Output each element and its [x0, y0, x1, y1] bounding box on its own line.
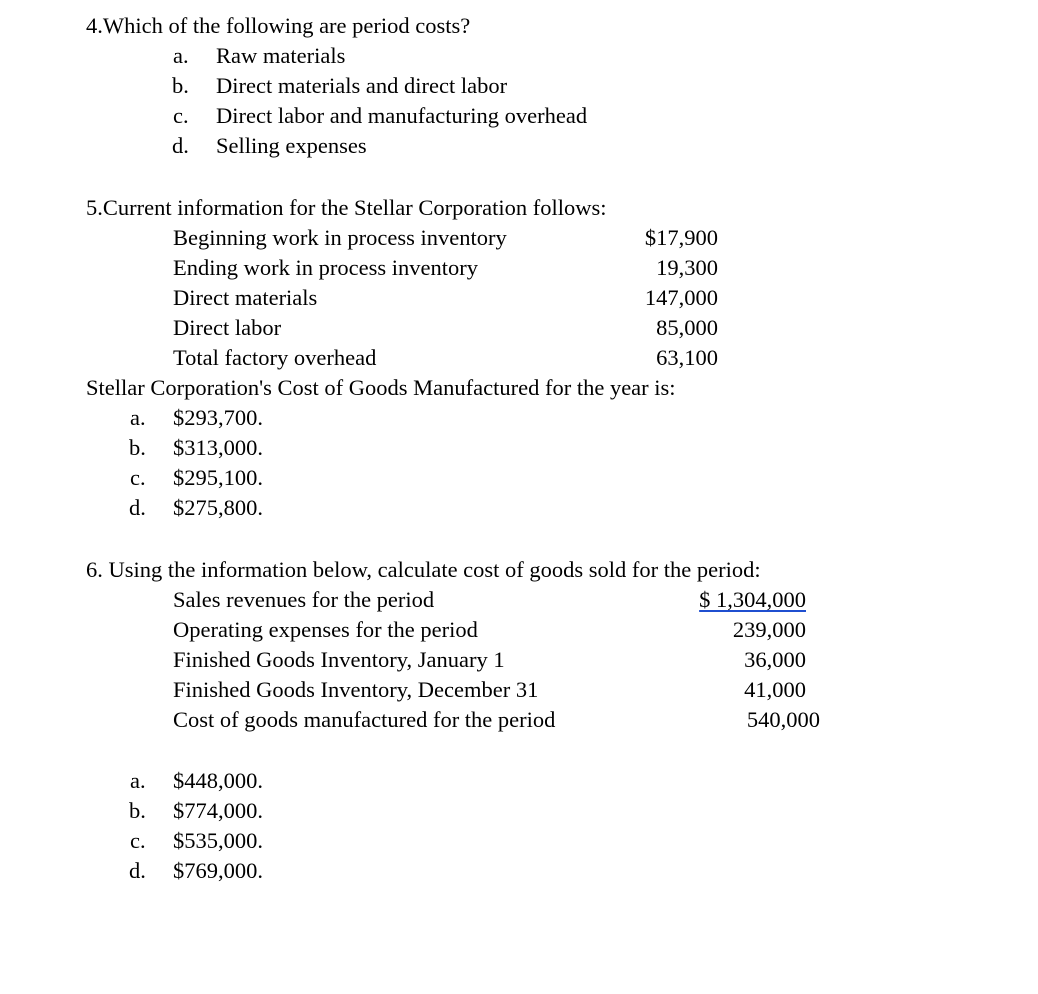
q6-row-value: 41,000 [744, 677, 806, 702]
q5-row-label: Ending work in process inventory [173, 255, 478, 280]
q5-option-b-text: $313,000. [173, 435, 263, 460]
q4-option-c-letter: c. [173, 103, 189, 128]
q5-row-value: 63,100 [656, 345, 718, 370]
q5-row-label: Direct materials [173, 285, 318, 310]
q6-sales-value: $ 1,304,000 [699, 587, 806, 612]
q5-row-value: 19,300 [656, 255, 718, 280]
q6-option-b-letter: b. [129, 798, 146, 823]
q5-row-label: Total factory overhead [173, 345, 377, 370]
q6-option-c-text: $535,000. [173, 828, 263, 853]
q4-option-b-letter: b. [172, 73, 189, 98]
q6-row-label: Finished Goods Inventory, December 31 [173, 677, 539, 702]
q5-option-d-letter: d. [129, 495, 146, 520]
q6-row-label: Finished Goods Inventory, January 1 [173, 647, 505, 672]
q6-question: 6. Using the information below, calculate cost of goods sold for the period: [86, 557, 761, 582]
q6-row-value: 239,000 [732, 617, 806, 642]
q6-row-label: Operating expenses for the period [173, 617, 478, 642]
q5-prompt: Stellar Corporation's Cost of Goods Manufactured for the year is: [86, 375, 676, 400]
q6-option-d-letter: d. [129, 858, 146, 883]
q4-option-b-text: Direct materials and direct labor [216, 73, 508, 98]
q6-option-a-letter: a. [130, 768, 146, 793]
q5-question: 5.Current information for the Stellar Corporation follows: [86, 195, 607, 220]
q4-option-a-letter: a. [173, 43, 189, 68]
q5-option-c-letter: c. [130, 465, 146, 490]
q6-option-c-letter: c. [130, 828, 146, 853]
q5-row-value: 147,000 [644, 285, 718, 310]
q6-row-value [640, 585, 806, 615]
q6-option-b-text: $774,000. [173, 798, 263, 823]
q6-row-value: 540,000 [746, 707, 820, 732]
q5-option-b-letter: b. [129, 435, 146, 460]
q6-option-a-text: $448,000. [173, 768, 263, 793]
q5-row-label: Direct labor [173, 315, 282, 340]
q5-row-label: Beginning work in process inventory [173, 225, 507, 250]
q5-option-c-text: $295,100. [173, 465, 263, 490]
q4-option-d-text: Selling expenses [216, 133, 367, 158]
q4-option-d-letter: d. [172, 133, 189, 158]
q4-question: 4.Which of the following are period costs? [86, 13, 471, 38]
q4-option-c-text: Direct labor and manufacturing overhead [216, 103, 588, 128]
q6-row-label: Cost of goods manufactured for the period [173, 707, 556, 732]
q6-row-label: Sales revenues for the period [173, 587, 435, 612]
q6-option-d-text: $769,000. [173, 858, 263, 883]
q5-row-value: 85,000 [656, 315, 718, 340]
q4-option-a-text: Raw materials [216, 43, 346, 68]
q5-option-d-text: $275,800. [173, 495, 263, 520]
q5-row-value: $17,900 [644, 225, 718, 250]
q6-row-value: 36,000 [744, 647, 806, 672]
q5-option-a-letter: a. [130, 405, 146, 430]
q5-option-a-text: $293,700. [173, 405, 263, 430]
